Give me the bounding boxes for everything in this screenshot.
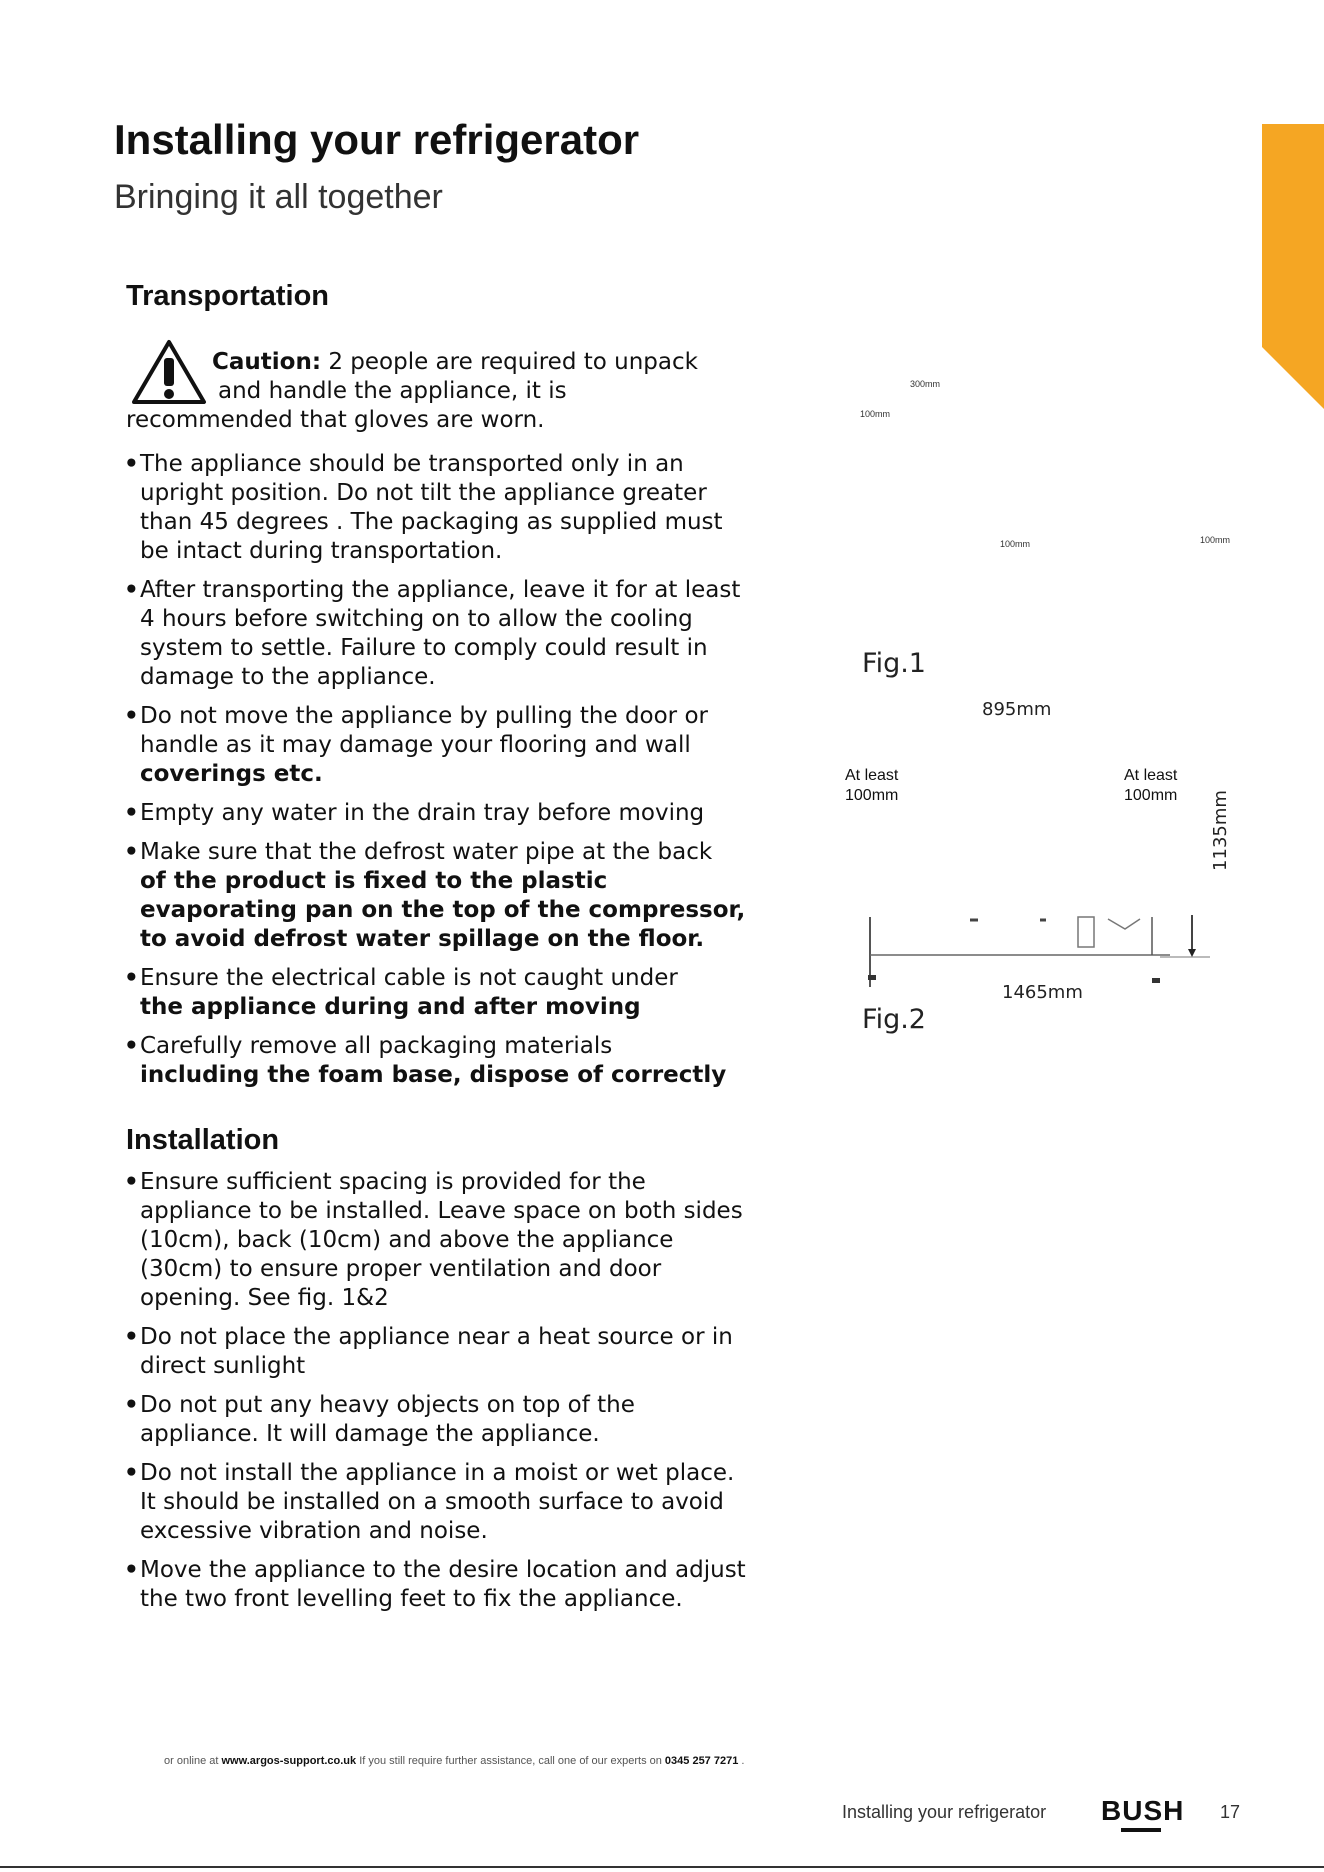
fig2-left-clearance-line-2: 100mm <box>845 787 899 804</box>
fig1-dim-top: 300mm <box>910 379 941 389</box>
list-item <box>126 702 746 789</box>
caution-label: Caution: <box>212 349 322 375</box>
fig2-right-clearance-line-1: At least <box>1124 767 1178 784</box>
list-item-text: Do not install the appliance in a moist or wet place. It should be installed on a smooth surface to avoid excessive vibration and noise. <box>140 1460 735 1544</box>
list-item-text: Empty any water in the drain tray before moving <box>140 800 705 826</box>
fig2-right-clearance-line-2: 100mm <box>1124 787 1178 804</box>
page-bottom-rule <box>0 1866 1324 1868</box>
fig2-label: Fig.2 <box>862 1004 926 1035</box>
list-item-text: Ensure the electrical cable is not caught under <box>140 965 678 991</box>
list-item-text: Carefully remove all packaging materials <box>140 1033 613 1059</box>
page-number: 17 <box>1220 1802 1241 1822</box>
list-item-text: After transporting the appliance, leave it for at least 4 hours before switching on to allow the cooling system to settle. Failure to comply could result in damage to the appliance. <box>140 577 741 690</box>
list-item <box>126 964 746 1022</box>
fig1-label: Fig.1 <box>862 648 926 679</box>
list-item <box>126 1556 746 1614</box>
support-note-suffix: . <box>738 1755 745 1767</box>
list-item-text: The appliance should be transported only in an upright position. Do not tilt the appliance greater than 45 degrees . The packaging as supplied must be intact during transportation. <box>140 451 723 564</box>
fig1-dim-right: 100mm <box>1200 535 1231 545</box>
list-item <box>126 1032 746 1090</box>
list-item-bold-text: including the foam base, dispose of correctly <box>140 1062 727 1088</box>
list-item <box>126 1459 746 1546</box>
support-note-mid: If you still require further assistance, call one of our experts on <box>356 1755 665 1767</box>
section-tab-marker <box>1262 124 1324 409</box>
list-item-bold-text: the appliance during and after moving <box>140 994 641 1020</box>
list-item <box>126 1391 746 1449</box>
support-url: www.argos-support.co.uk <box>221 1755 357 1767</box>
fig2-left-clearance <box>845 766 898 806</box>
page-title: Installing your refrigerator <box>114 116 640 163</box>
transportation-heading: Transportation <box>126 280 330 312</box>
footer-section-title: Installing your refrigerator <box>842 1802 1047 1822</box>
fig2-width-label: 895mm <box>982 699 1052 720</box>
caution-text-line-1: 2 people are required to unpack <box>321 349 698 375</box>
installation-list <box>126 1168 746 1624</box>
list-item <box>126 1168 746 1313</box>
fig2-left-clearance-line-1: At least <box>845 767 899 784</box>
fig2-depth-label: 1135mm <box>1209 790 1231 871</box>
caution-text-line-3: recommended that gloves are worn. <box>126 407 545 433</box>
list-item-text: Ensure sufficient spacing is provided for the appliance to be installed. Leave space on both sides (10cm), back (10cm) and above the appliance (30cm) to ensure proper ventilation and door opening. See fig. 1&2 <box>140 1169 743 1311</box>
list-item-text: Do not place the appliance near a heat source or in direct sunlight <box>140 1324 733 1379</box>
support-note-prefix: or online at <box>164 1755 222 1767</box>
fig2-right-clearance <box>1124 766 1177 806</box>
list-item <box>126 576 746 692</box>
support-note <box>164 1755 744 1767</box>
brand-logo: BUSH <box>1101 1795 1185 1826</box>
support-phone: 0345 257 7271 <box>664 1755 739 1767</box>
fig1-dim-mid: 100mm <box>1000 539 1031 549</box>
caution-text-line-2: and handle the appliance, it is <box>218 378 567 404</box>
list-item <box>126 799 746 828</box>
list-item <box>126 1323 746 1381</box>
list-item-text: Make sure that the defrost water pipe at the back <box>140 839 713 865</box>
list-item-bold-text: of the product is fixed to the plastic evaporating pan on the top of the compressor, to avoid defrost water spillage on the floor. <box>140 868 746 952</box>
fig1-dim-left: 100mm <box>860 409 891 419</box>
caution-note <box>126 348 746 435</box>
brand-underline-mark <box>1121 1828 1161 1834</box>
list-item-text: Move the appliance to the desire location and adjust the two front levelling feet to fix the appliance. <box>140 1557 746 1612</box>
fig2-door-open-label: 1465mm <box>1002 982 1083 1003</box>
list-item <box>126 838 746 954</box>
installation-heading: Installation <box>126 1124 280 1156</box>
transportation-list <box>126 450 746 1100</box>
list-item-text: Do not put any heavy objects on top of the appliance. It will damage the appliance. <box>140 1392 635 1447</box>
list-item-bold-text: coverings etc. <box>140 761 323 787</box>
list-item-text: Do not move the appliance by pulling the door or handle as it may damage your flooring and wall <box>140 703 708 758</box>
list-item <box>126 450 746 566</box>
page-subtitle: Bringing it all together <box>114 178 443 216</box>
